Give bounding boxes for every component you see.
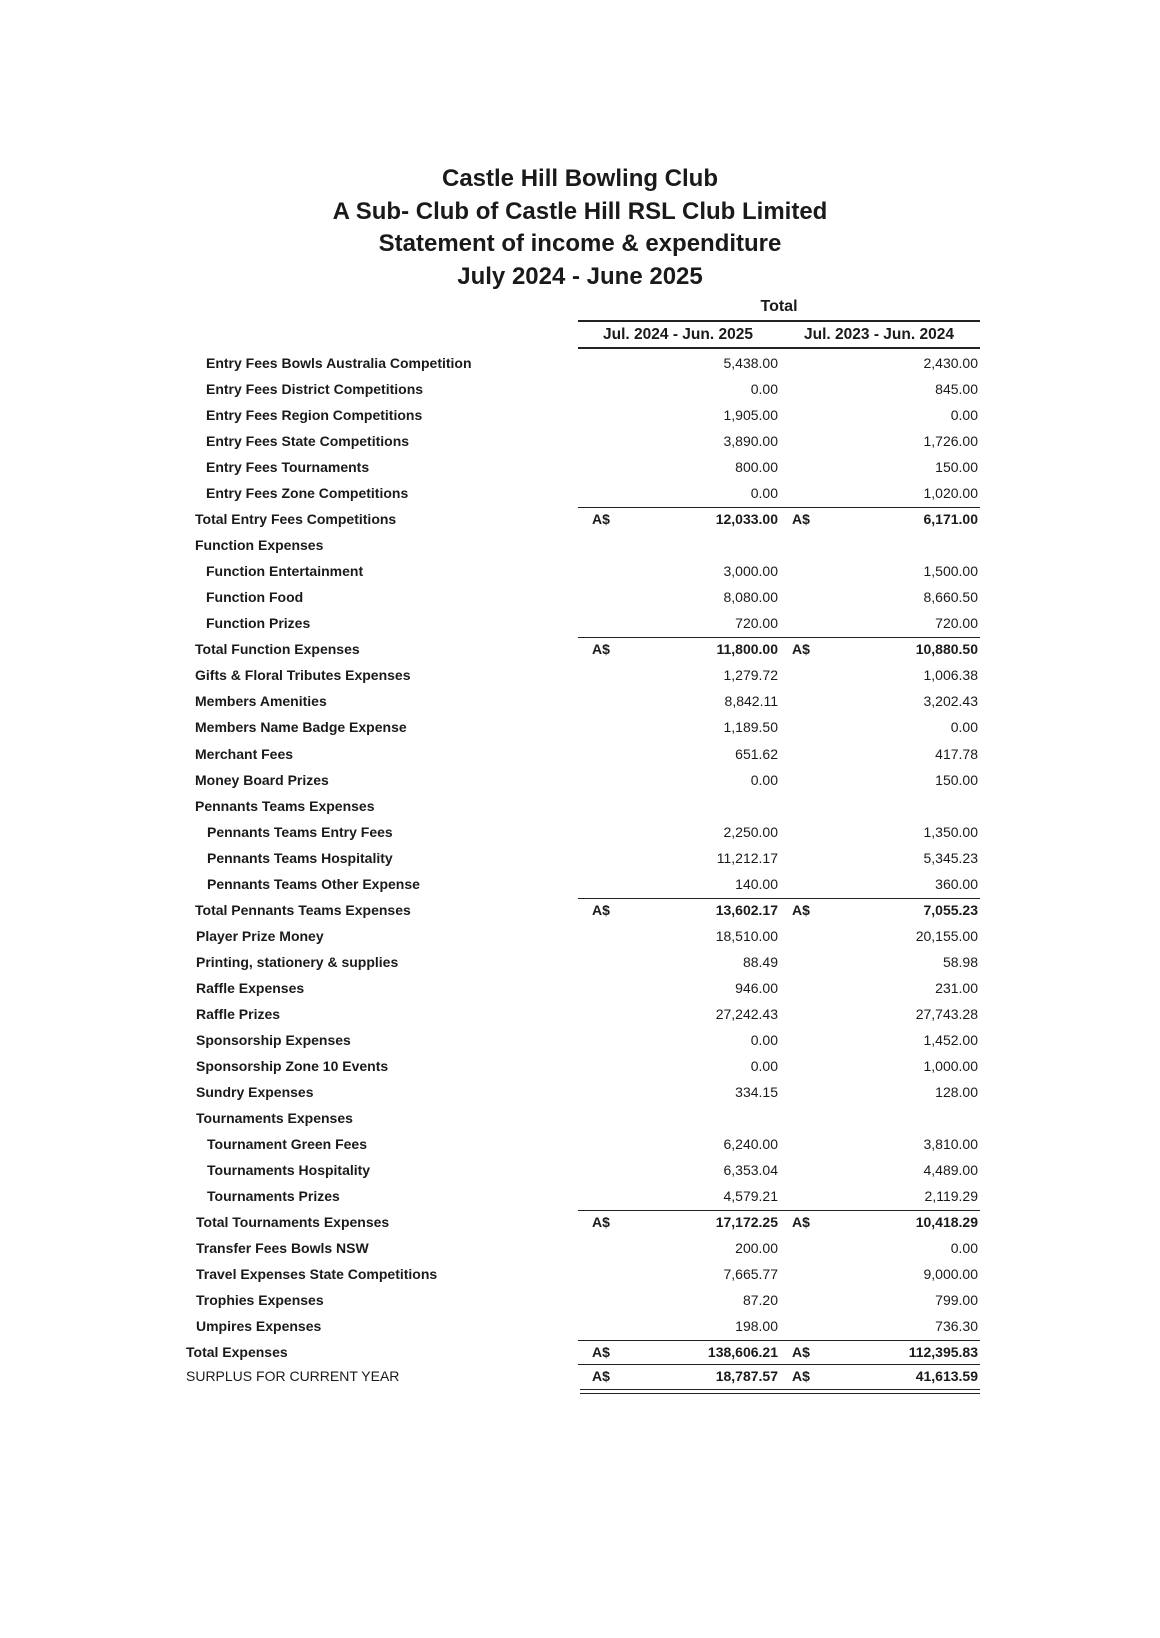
amount-current: 3,890.00 bbox=[723, 433, 778, 450]
header-rule-bottom bbox=[578, 347, 980, 349]
amount-prior: 231.00 bbox=[935, 979, 978, 996]
row-label: Total Expenses bbox=[186, 1344, 288, 1361]
amount-current: 17,172.25 bbox=[715, 1214, 778, 1230]
amount-current: 0.00 bbox=[750, 1031, 778, 1048]
amount-current: 6,353.04 bbox=[723, 1161, 778, 1178]
amount-prior: 7,055.23 bbox=[923, 901, 978, 918]
table-row bbox=[0, 689, 1160, 716]
amount-prior: 20,155.00 bbox=[915, 927, 978, 944]
amount-current: 8,080.00 bbox=[723, 589, 778, 606]
table-row bbox=[0, 742, 1160, 769]
table-row bbox=[0, 533, 1160, 560]
table-row bbox=[0, 846, 1160, 873]
row-label: Entry Fees Bowls Australia Competition bbox=[206, 355, 472, 371]
row-label: Printing, stationery & supplies bbox=[196, 953, 399, 970]
amount-current: 0.00 bbox=[750, 1057, 778, 1074]
table-row bbox=[0, 950, 1160, 977]
header-rule-top bbox=[578, 320, 980, 322]
amount-current: 0.00 bbox=[750, 381, 778, 397]
row-label: Travel Expenses State Competitions bbox=[196, 1266, 438, 1283]
amount-prior: 58.98 bbox=[942, 953, 978, 970]
currency-label: A$ bbox=[792, 1368, 810, 1385]
row-label: Tournaments Hospitality bbox=[207, 1161, 371, 1178]
report-header bbox=[0, 163, 1160, 293]
currency-label: A$ bbox=[592, 1344, 610, 1361]
amount-current: 2,250.00 bbox=[723, 823, 778, 840]
amount-current: 27,242.43 bbox=[715, 1005, 778, 1022]
table-row bbox=[0, 1314, 1160, 1341]
amount-prior: 736.30 bbox=[935, 1318, 978, 1335]
amount-current: 4,579.21 bbox=[723, 1188, 778, 1204]
row-label: Sponsorship Expenses bbox=[196, 1031, 351, 1048]
row-label: Function Entertainment bbox=[206, 563, 364, 580]
total-row bbox=[0, 1340, 1160, 1367]
total-rule bbox=[578, 637, 778, 638]
table-row bbox=[0, 1158, 1160, 1185]
amount-prior: 845.00 bbox=[935, 381, 978, 397]
amount-current: 651.62 bbox=[735, 745, 778, 762]
table-row bbox=[0, 429, 1160, 456]
amount-prior: 41,613.59 bbox=[915, 1368, 978, 1385]
amount-current: 198.00 bbox=[735, 1318, 778, 1335]
currency-label: A$ bbox=[592, 1214, 610, 1230]
amount-prior: 1,350.00 bbox=[923, 823, 978, 840]
table-row bbox=[0, 820, 1160, 847]
amount-prior: 720.00 bbox=[935, 615, 978, 632]
amount-prior: 2,119.29 bbox=[924, 1188, 978, 1204]
table-row bbox=[0, 1028, 1160, 1055]
table-row bbox=[0, 1106, 1160, 1133]
amount-current: 18,510.00 bbox=[715, 927, 778, 944]
total-group-header: Total bbox=[760, 298, 798, 315]
amount-current: 11,212.17 bbox=[716, 849, 778, 866]
row-label: Members Name Badge Expense bbox=[195, 719, 407, 736]
row-label: Pennants Teams Other Expense bbox=[207, 875, 420, 892]
row-label: Pennants Teams Hospitality bbox=[207, 849, 393, 866]
amount-prior: 799.00 bbox=[935, 1292, 978, 1309]
amount-prior: 10,418.29 bbox=[915, 1214, 978, 1230]
table-row bbox=[0, 794, 1160, 821]
amount-current: 140.00 bbox=[735, 875, 778, 892]
table-row bbox=[0, 611, 1160, 638]
amount-prior: 9,000.00 bbox=[923, 1266, 978, 1283]
row-label: Function Prizes bbox=[206, 615, 311, 632]
table-row bbox=[0, 924, 1160, 951]
row-label: Raffle Expenses bbox=[196, 979, 305, 996]
total-row bbox=[0, 1210, 1160, 1237]
row-label: Sundry Expenses bbox=[196, 1083, 314, 1100]
currency-label: A$ bbox=[592, 511, 610, 528]
table-row bbox=[0, 1054, 1160, 1081]
period-title: July 2024 - June 2025 bbox=[457, 262, 703, 290]
row-label: Trophies Expenses bbox=[196, 1292, 324, 1309]
table-row bbox=[0, 559, 1160, 586]
amount-prior: 3,202.43 bbox=[923, 693, 978, 710]
table-row bbox=[0, 1236, 1160, 1263]
amount-prior: 150.00 bbox=[935, 771, 978, 788]
amount-prior: 1,726.00 bbox=[923, 433, 978, 450]
table-row bbox=[0, 872, 1160, 899]
amount-current: 18,787.57 bbox=[715, 1368, 778, 1385]
table-row bbox=[0, 1132, 1160, 1159]
currency-label: A$ bbox=[792, 641, 810, 658]
amount-current: 88.49 bbox=[742, 953, 778, 970]
amount-prior: 27,743.28 bbox=[915, 1005, 978, 1022]
currency-label: A$ bbox=[592, 641, 610, 658]
amount-current: 1,279.72 bbox=[723, 667, 778, 684]
amount-prior: 1,020.00 bbox=[923, 485, 978, 502]
table-row bbox=[0, 768, 1160, 795]
row-label: Members Amenities bbox=[195, 693, 327, 710]
amount-current: 13,602.17 bbox=[715, 901, 778, 918]
total-rule bbox=[578, 1364, 778, 1365]
total-rule bbox=[778, 1210, 980, 1211]
amount-current: 3,000.00 bbox=[723, 563, 778, 580]
total-row bbox=[0, 898, 1160, 925]
amount-prior: 6,171.00 bbox=[923, 511, 978, 528]
amount-current: 138,606.21 bbox=[707, 1344, 778, 1361]
double-underline bbox=[580, 1389, 980, 1394]
amount-prior: 0.00 bbox=[950, 1240, 978, 1256]
club-name: Castle Hill Bowling Club bbox=[441, 165, 718, 192]
row-label: Entry Fees District Competitions bbox=[206, 381, 424, 397]
table-row bbox=[0, 1184, 1160, 1211]
row-label: Merchant Fees bbox=[195, 745, 294, 762]
row-label: Sponsorship Zone 10 Events bbox=[196, 1057, 389, 1074]
amount-prior: 8,660.50 bbox=[923, 589, 978, 606]
row-label: Total Function Expenses bbox=[195, 641, 360, 658]
row-label: Entry Fees Tournaments bbox=[206, 459, 370, 476]
column-header-prior: Jul. 2023 - Jun. 2024 bbox=[804, 326, 954, 343]
table-row bbox=[0, 377, 1160, 404]
total-rule bbox=[778, 1364, 980, 1365]
row-label: Player Prize Money bbox=[196, 927, 324, 944]
total-rule bbox=[578, 898, 778, 899]
amount-current: 800.00 bbox=[735, 459, 778, 476]
row-label: Function Food bbox=[206, 589, 304, 606]
table-row bbox=[0, 403, 1160, 430]
currency-label: A$ bbox=[592, 901, 610, 918]
total-rule bbox=[778, 898, 980, 899]
currency-label: A$ bbox=[792, 901, 810, 918]
amount-current: 0.00 bbox=[750, 485, 778, 502]
row-label: Total Pennants Teams Expenses bbox=[195, 901, 411, 918]
table-row bbox=[0, 1002, 1160, 1029]
amount-current: 200.00 bbox=[735, 1240, 778, 1256]
amount-current: 0.00 bbox=[750, 771, 778, 788]
row-label: Umpires Expenses bbox=[196, 1318, 322, 1335]
amount-current: 11,800.00 bbox=[716, 641, 778, 658]
row-label: Gifts & Floral Tributes Expenses bbox=[195, 667, 411, 684]
table-row bbox=[0, 455, 1160, 482]
table-row bbox=[0, 663, 1160, 690]
row-label: Total Tournaments Expenses bbox=[196, 1214, 390, 1230]
row-label: Transfer Fees Bowls NSW bbox=[196, 1240, 369, 1256]
currency-label: A$ bbox=[592, 1368, 610, 1385]
row-label: Pennants Teams Entry Fees bbox=[207, 823, 393, 840]
column-header-current: Jul. 2024 - Jun. 2025 bbox=[603, 326, 753, 343]
total-rule bbox=[778, 637, 980, 638]
amount-prior: 0.00 bbox=[950, 407, 978, 424]
table-row bbox=[0, 351, 1160, 378]
row-label: Total Entry Fees Competitions bbox=[195, 511, 397, 528]
amount-prior: 417.78 bbox=[935, 745, 978, 762]
amount-prior: 1,000.00 bbox=[923, 1057, 978, 1074]
table-row bbox=[0, 976, 1160, 1003]
currency-label: A$ bbox=[792, 1344, 810, 1361]
table-row bbox=[0, 1288, 1160, 1315]
amount-current: 6,240.00 bbox=[723, 1135, 778, 1152]
table-row bbox=[0, 1080, 1160, 1107]
amount-prior: 1,500.00 bbox=[923, 563, 978, 580]
row-label: Raffle Prizes bbox=[196, 1005, 281, 1022]
amount-current: 1,189.50 bbox=[723, 719, 778, 736]
amount-current: 1,905.00 bbox=[723, 407, 778, 424]
table-row bbox=[0, 585, 1160, 612]
amount-prior: 1,006.38 bbox=[923, 667, 978, 684]
row-label: SURPLUS FOR CURRENT YEAR bbox=[186, 1368, 400, 1385]
total-rule bbox=[578, 1340, 778, 1341]
table-row bbox=[0, 481, 1160, 508]
row-label: Tournaments Expenses bbox=[196, 1109, 353, 1126]
amount-prior: 0.00 bbox=[950, 719, 978, 736]
row-label: Tournament Green Fees bbox=[207, 1135, 368, 1152]
amount-current: 8,842.11 bbox=[724, 693, 778, 710]
row-label: Pennants Teams Expenses bbox=[195, 797, 375, 814]
row-label: Function Expenses bbox=[195, 537, 324, 554]
amount-prior: 360.00 bbox=[935, 875, 978, 892]
amount-current: 720.00 bbox=[735, 615, 778, 632]
amount-prior: 4,489.00 bbox=[923, 1161, 978, 1178]
table-row bbox=[0, 715, 1160, 742]
currency-label: A$ bbox=[792, 511, 810, 528]
amount-prior: 128.00 bbox=[935, 1083, 978, 1100]
total-rule bbox=[778, 507, 980, 508]
amount-prior: 112,395.83 bbox=[908, 1344, 978, 1361]
total-rule bbox=[578, 507, 778, 508]
total-rule bbox=[778, 1340, 980, 1341]
row-label: Entry Fees Zone Competitions bbox=[206, 485, 409, 502]
amount-prior: 150.00 bbox=[935, 459, 978, 476]
amount-current: 7,665.77 bbox=[723, 1266, 778, 1283]
total-row bbox=[0, 507, 1160, 534]
amount-prior: 10,880.50 bbox=[915, 641, 978, 658]
amount-prior: 1,452.00 bbox=[923, 1031, 978, 1048]
amount-current: 334.15 bbox=[735, 1083, 778, 1100]
table-row bbox=[0, 1262, 1160, 1289]
amount-prior: 5,345.23 bbox=[923, 849, 978, 866]
row-label: Entry Fees State Competitions bbox=[206, 433, 410, 450]
amount-current: 5,438.00 bbox=[723, 355, 778, 371]
total-row bbox=[0, 637, 1160, 664]
amount-prior: 2,430.00 bbox=[923, 355, 978, 371]
amount-current: 12,033.00 bbox=[715, 511, 778, 528]
statement-title: Statement of income & expenditure bbox=[378, 230, 782, 257]
total-row bbox=[0, 1364, 1160, 1391]
amount-current: 87.20 bbox=[742, 1292, 778, 1309]
row-label: Tournaments Prizes bbox=[207, 1188, 340, 1204]
total-rule bbox=[578, 1210, 778, 1211]
amount-prior: 3,810.00 bbox=[923, 1135, 978, 1152]
currency-label: A$ bbox=[792, 1214, 810, 1230]
parent-club: A Sub- Club of Castle Hill RSL Club Limited bbox=[332, 197, 828, 225]
row-label: Money Board Prizes bbox=[195, 771, 329, 788]
amount-current: 946.00 bbox=[735, 979, 778, 996]
row-label: Entry Fees Region Competitions bbox=[206, 407, 423, 424]
